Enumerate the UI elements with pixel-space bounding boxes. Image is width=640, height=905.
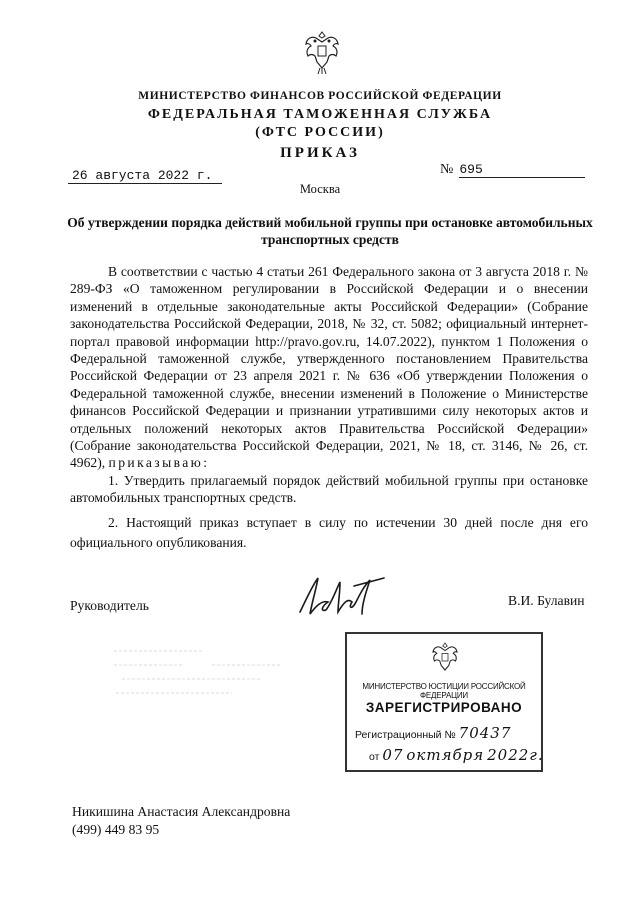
ministry-name: МИНИСТЕРСТВО ФИНАНСОВ РОССИЙСКОЙ ФЕДЕРАЦИИ <box>138 90 502 102</box>
order-date: 26 августа 2022 г. <box>68 168 222 184</box>
signer-name: В.И. Булавин <box>508 593 585 608</box>
contact-name: Никишина Анастасия Александровна <box>72 804 291 819</box>
stamp-reg-number <box>355 724 511 742</box>
signer-role: Руководитель <box>70 598 149 613</box>
stamp-date-day: 07 <box>382 746 404 764</box>
stamp-date <box>369 746 544 764</box>
stamp-registered: ЗАРЕГИСТРИРОВАНО <box>365 700 523 715</box>
number-sign: № <box>440 162 454 177</box>
paragraph-preamble <box>70 263 588 472</box>
stamp-reg-value: 70437 <box>458 724 512 742</box>
stamp-ministry: МИНИСТЕРСТВО ЮСТИЦИИ РОССИЙСКОЙ ФЕДЕРАЦИИ <box>362 682 526 700</box>
contact-info <box>72 803 290 839</box>
service-name-line1: ФЕДЕРАЛЬНАЯ ТАМОЖЕННАЯ СЛУЖБА <box>147 107 493 122</box>
service-name-line2: (ФТС РОССИИ) <box>255 125 385 140</box>
registration-stamp <box>345 632 543 772</box>
stamp-emblem-icon <box>430 640 460 676</box>
paragraph-item-1: 1. Утвердить прилагаемый порядок действий мобильной группы при остановке автомобильных транспортных средств. <box>70 472 588 506</box>
paragraph-item-2: 2. Настоящий приказ вступает в силу по истечении 30 дней после дня его официального опубликования. <box>70 514 588 550</box>
handwritten-signature <box>292 572 392 620</box>
service-name <box>0 106 640 142</box>
document-type: ПРИКАЗ <box>280 145 360 161</box>
faint-marks <box>112 645 292 705</box>
stamp-reg-label: Регистрационный № <box>355 729 456 741</box>
number-value: 695 <box>459 162 585 178</box>
stamp-date-prefix: от <box>369 751 380 763</box>
preamble-text: В соответствии с частью 4 статьи 261 Федерального закона от 3 августа 2018 г. № 289-ФЗ «О таможенном регулировании в Российской Федерации и о внесении изменений в отдельные законодательные акты Российской Федерации» (Собрание законодательства Российской Федерации, 2018, № 32, ст. 5082; официальный интернет-портал правовой информации http://pravo.gov.ru, 14.07.2022), пунктом 1 Положения о Федеральной таможенной службе, утвержденного постановлением Правительства Российской Федерации от 23 апреля 2021 г. № 636 «Об утверждении Положения о Федеральной таможенной службе, внесении изменений в Положение о Министерстве финансов Российской Федерации и признании утратившими силу некоторых актов и отдельных положений некоторых актов Правительства Российской Федерации» (Собрание законодательства Российской Федерации, 2021, № 18, ст. 3146, № 26, ст. 4962), <box>70 264 588 471</box>
order-subject: Об утверждении порядка действий мобильной группы при остановке автомобильных транспортных средств <box>67 215 593 247</box>
order-body <box>70 263 588 553</box>
emblem-icon <box>302 28 342 76</box>
order-word: приказываю: <box>108 455 210 471</box>
stamp-date-month: октября <box>406 746 485 764</box>
contact-phone: (499) 449 83 95 <box>72 822 160 837</box>
city: Москва <box>299 182 341 196</box>
stamp-date-year: 2022г. <box>487 746 544 764</box>
order-number <box>440 162 585 178</box>
